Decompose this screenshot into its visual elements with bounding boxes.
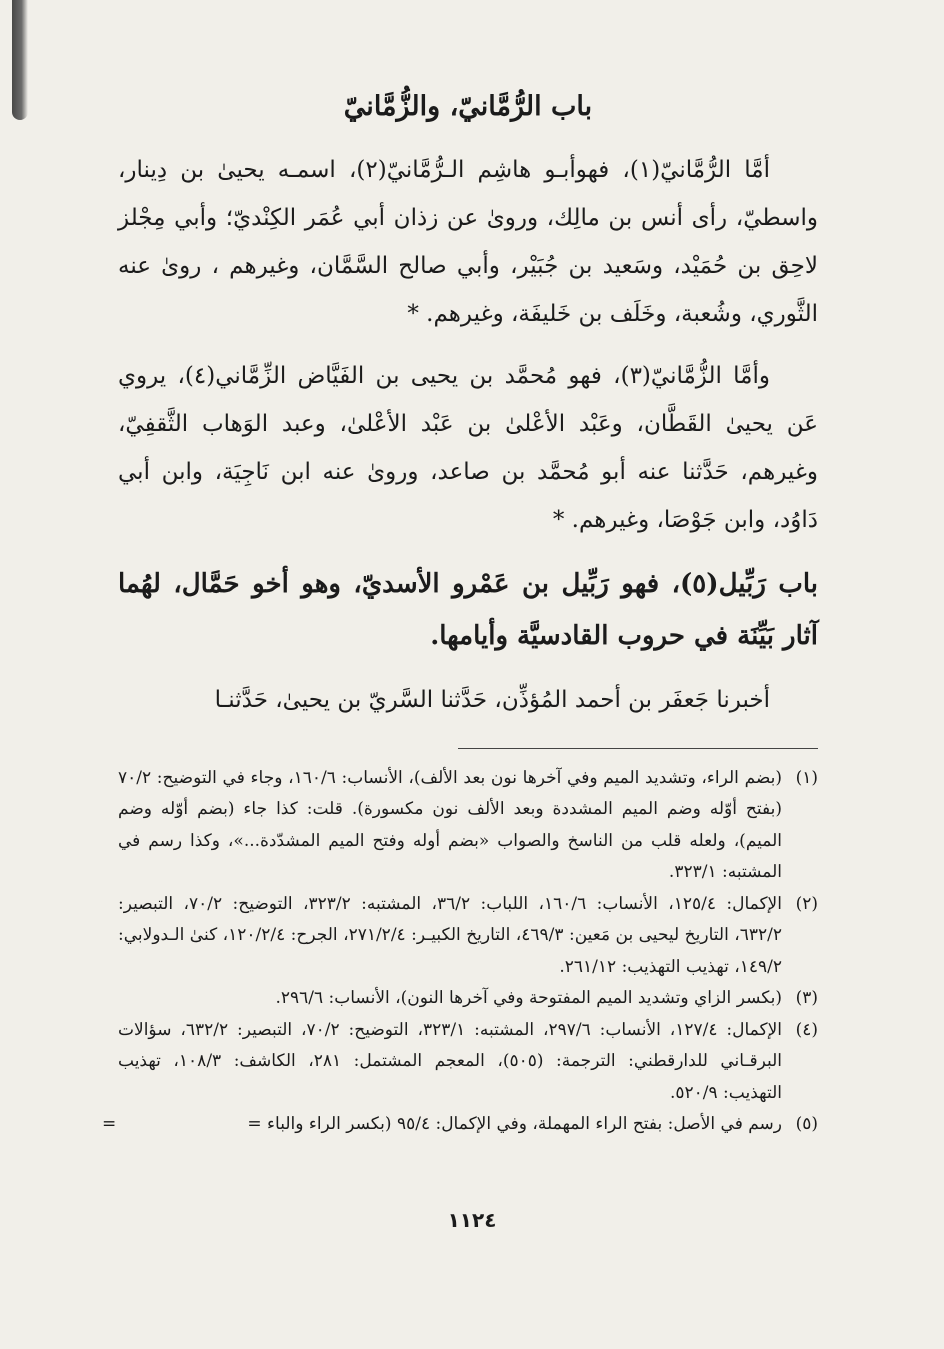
page-number: ١١٢٤ [447,1208,497,1232]
footnote-2 [118,889,818,984]
footnote-number: (١) [795,767,818,788]
paragraph-zummani: وأمَّا الزُّمَّانيّ(٣)، فهو مُحمَّد بن يحيى بن الفَيَّاض الزِّمَّاني(٤)، يروي عَن يحيىٰ القَطَّان، وعَبْد الأعْلىٰ بن عَبْد الأعْلىٰ، وعبد الوَهاب الثَّقفِيّ، وغيرهم، حَدَّثنا عنه أبو مُحمَّد بن صاعد، وروىٰ عنه ابن نَاجِيَة، وابن أبي دَاوُد، وابن جَوْصَا، وغيرهم. * [118,362,818,533]
page-body [102,88,818,1141]
footnote-text: (بكسر الزاي وتشديد الميم المفتوحة وفي آخرها النون)، الأنساب: ٢٩٦/٦. [275,988,782,1009]
footnotes [102,763,818,1141]
footnote-text: الإكمال: ١٢٧/٤، الأنساب: ٢٩٧/٦، المشتبه: ٣٢٣/١، التوضيح: ٧٠/٢، التبصير: ٦٣٢/٢، سؤالات البرقـاني للدارقطني: الترجمة: (٥٠٥)، المعجم المشتمل: ٢٨١، الكاشف: ١٠٨/٣، تهذيب التهذيب: ٥٢٠/٩. [118,1019,782,1103]
chapter-heading-rabbil: باب رَبِّيل(٥)، فهو رَبِّيل بن عَمْرو الأسديّ، وهو أخو حَمَّال، لهُما آثار بَيِّنَة في حروب القادسيَّة وأيامها. [118,568,818,651]
footnote-1 [118,763,818,889]
footnote-number: (٣) [795,988,818,1009]
footnote-text: (بضم الراء، وتشديد الميم وفي آخرها نون بعد الألف)، الأنساب: ١٦٠/٦، وجاء في التوضيح: ٧٠/٢ (بفتح أوّله وضم الميم المشددة وبعد الألف نون مكسورة). قلت: كذا جاء (بضم أوّله وضم الميم)، ولعله قلب من الناسخ والصواب «بضم أوله وفتح الميم المشدّدة...»، وكذا رسم في المشتبه: ٣٢٣/١. [118,767,782,883]
footnote-divider [458,748,818,749]
footnote-number: (٤) [795,1019,818,1040]
chapter-heading: باب الرُّمَّانيّ، والزُّمَّانيّ [343,91,593,122]
footnote-continuation-mark: = [102,1114,117,1135]
paragraph-isnad: أخبرنا جَعفَر بن أحمد المُؤذِّن، حَدَّثنا السَّريّ بن يحيىٰ، حَدَّثنـا [214,686,770,713]
paragraph-rummani: أمَّا الرُّمَّانيّ(١)، فهوأبـو هاشِم الـرُّمَّانيّ(٢)، اسمـه يحيىٰ بن دِينار، واسطيّ، رأى أنس بن مالِك، وروىٰ عن زذان أبي عُمَر الكِنْديّ؛ وأبي مِجْلز لاحِق بن حُمَيْد، وسَعيد بن جُبَيْر، وأبي صالح السَّمَّان، وغيرهم ، روىٰ عنه الثَّوري، وشُعبة، وخَلَف بن خَليفَة، وغيرهم. * [118,156,818,327]
footnote-text: الإكمال: ١٢٥/٤، الأنساب: ١٦٠/٦، اللباب: ٣٦/٢، المشتبه: ٣٢٣/٢، التوضيح: ٧٠/٢، التبصير: ٦٣٢/٢، التاريخ ليحيى بن مَعين: ٤٦٩/٣، التاريخ الكبيـر: ٢٧١/٢/٤، الجرح: ١٢٠/٢/٤، كنىٰ الـدولابي: ١٤٩/٢، تهذيب التهذيب: ٢٦١/١٢. [118,893,782,977]
footnote-5 [102,1109,818,1141]
footnote-number: (٥) [795,1114,818,1135]
footnote-text: رسم في الأصل: بفتح الراء المهملة، وفي الإكمال: ٩٥/٤ (بكسر الراء والباء = [247,1114,782,1135]
footnote-number: (٢) [795,893,818,914]
scan-edge-mark [12,0,28,120]
footnote-3 [118,983,818,1015]
footnote-4 [118,1015,818,1110]
